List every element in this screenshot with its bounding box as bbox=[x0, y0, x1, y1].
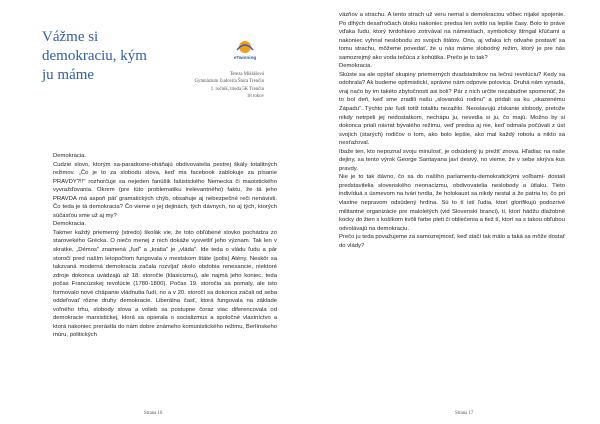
page-number-left: Strana 16 bbox=[144, 411, 163, 416]
etwinning-logo bbox=[228, 38, 262, 66]
author-school: Gymnázium Ľudovíta Štúra Trenčín bbox=[194, 79, 264, 85]
page-number-right: Strana 17 bbox=[455, 411, 474, 416]
right-page bbox=[300, 0, 600, 424]
etwinning-logo-text: eTwinning bbox=[233, 55, 257, 60]
page-title: Vážme si demokraciu, kým ju máme bbox=[42, 29, 147, 83]
author-name: Tereza Miklášová bbox=[229, 72, 264, 77]
author-class: 1. ročník, trieda 5K Trenčín bbox=[210, 86, 264, 92]
essay-body-left: Demokracia. Cudzie slovo, ktorým sa-paradoxne-oháňajú obdivovatelia pestrej škály totalitných režimov. „Čo je to za slobodu slova, keď ma facebook zablokuje za písanie PRAVDY?!!" rozhorčuje sa nejeden fanúšik fašistického Nemecka či maoistického vyvražďovania. Okrem (pre túto problematiku irelevantného) faktu, že tá jeho PRAVDA má aspoň päť gramatických chýb, obsahuje aj nebezpečné reči nenávisti. Čo teda je tá demokracia? Čo vieme o jej dejinách, tých dávnych, no aj tých, ktorých súčasťou sme už aj my? Demokracia. Takmer každý priemerný (stredo) školák vie, že toto obľúbené slovko pochádza zo starovekého Grécka. O niečo menej z nich dokáže vysvetliť jeho význam. Tak len v skratke, „Démos" znamená „ľud" a „kratia" je „vláda". Ide teda o vládu ľudu a pár storočí pred naším letopočtom fungovala v mestskom štáte (polis) Atény. Neskôr sa takzvaná moderná demokracia začala rozvíjať okolo obdobia renesancie, niektoré zdroje dokonca uvádzajú až 18. storočie (klasicizmu), ale najmä jeho koniec, teda počas Francúzskej revolúcie (1780-1800). Počas 19. storočia sa pomaly, ale isto formovalo nové chápanie vládnutia ľudí, no a v 20. storočí sa dokonca začali od seba oddeľovať rôzne druhy demokracie. Liberálna časť, ktorá fungovala na základe voľného trhu, slobody slova a volieb sa postupne čoraz viac diferencovala od demokracie marxistickej, ktorá sa opierala o socializmus a spoločné vlastníctvo a ktorá nakoniec prerástla do nám dobre známeho komunistického režimu, Berlínskeho múru, politických bbox=[53, 153, 277, 339]
author-block bbox=[124, 71, 264, 101]
author-age: 18 rokov bbox=[246, 94, 264, 100]
essay-body-right: väzňov a strachu. A tento strach už veru nemal s demokraciou vôbec nijaké spojenie. Po dlhých desaťročiach útoku nakoniec predsa len svitlo na lepšie časy. Bolo to práve vďaka ľudu, ktorý tvrdohlavo zotrvával na námestiach, symbolicky štrngal kľúčami a nakoniec vyhnal neslobodu zo svojich štátov. Ono, aj vďaka ich odvahe postaviť sa tomu strachu, môžeme povedať, že u nás máme slobodný režim, ktorý je pre nás samozrejmý ako voda tečúca z kohútika. Prečo je to tak? Demokracia. Skúste sa ale opýtať skupiny priemerných dvadsiatnikov na lečnú revolúciu? Kedy sa odohrala? Ak budeme optimistickí, správne nám odpovie polovica. Druhá nám vynadá, vraj načo by im takéto zbytočnosti asi boli? Pár z nich určite nezabudne spomenúť, že to bol deň, keď sme zradili našu „slovanskú rodinu" a pridali sa ku „skazenému Západu". Týchto pár ľudí totiž totalitu nezažilo. Neoslavujú získanie slobody, pretože nikdy netrpeli jej nedostatkom, nechápu ju, nevedia si ju, čo majú. Možno by si dokonca priali návrat bývalého režimu, veď predsa aj nie, keď odmala počúvali z úst svojich (starých) rodičov o tom, ako bolo lepšie, ako mal každý robotu a nikto sa nesťažoval. Ibaže ten, kto nepoznal svoju minulosť, je odsúdený ju prežiť znova. Hľadiac na naše dejiny, sa tento výrok George Santayana javí desivý, no vieme, že v sebe skrýva kus pravdy. Nie je to tak dávno, čo sa do našího parlamentu-demokratickými voľbami- dostali predstavitelia slovenského neonacizmu, obdivovatelia neslobody a útlaku. Tieto indivíduá s úsmevom na tvári tvrdia, že holokaust sa nikdy nestal a že patria to, čo pri vlastne nepravom odsúdený hrdina. Sú to tí istí ľudia, ktorí glorifikujú podozrivé militantné organizácie pre maloletých (vid Slovenskí branci), tí, ktorí hádžu dlažobné kocky do žien s košíkom kvôli farbe pleti či obliečenia a tiež tí, ktorí sa s takou obľubou odvolávajú na demokraciu. Prečo ju teda považujeme za samozrejmosť, keď stačí tak málo a taká sa môže dostať do vlády? bbox=[339, 12, 565, 249]
